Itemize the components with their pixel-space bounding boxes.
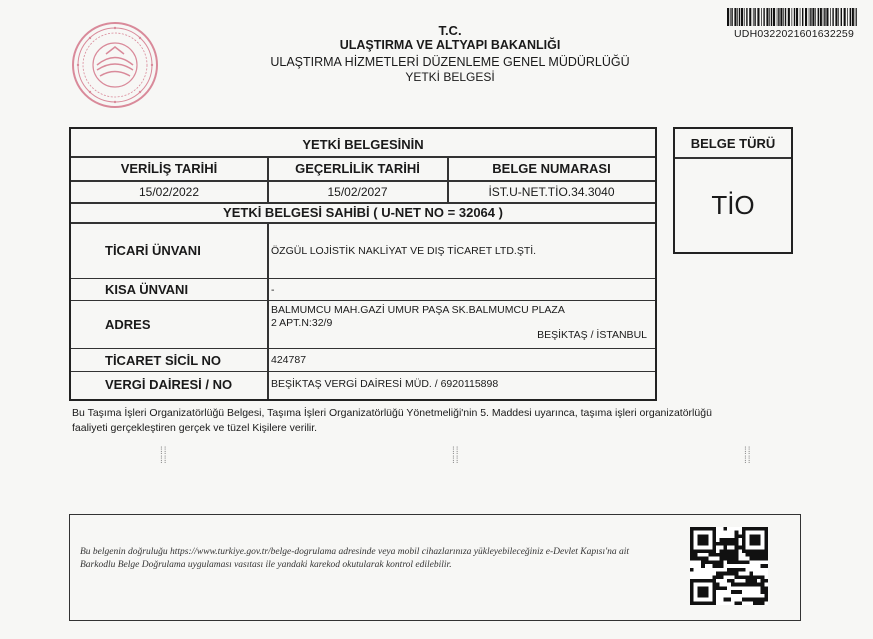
header-document-title: YETKİ BELGESİ [405,70,495,84]
tax-value: BEŞİKTAŞ VERGİ DAİRESİ MÜD. / 6920115898 [271,378,499,390]
type-value: TİO [711,189,755,220]
scan-dots: ⁞⁞ ⁞⁞ [452,446,460,466]
type-label: BELGE TÜRÜ [690,136,776,151]
registry-value: 424787 [271,354,307,366]
address-label: ADRES [105,317,151,332]
address-line-2: 2 APT.N:32/9 [271,317,333,329]
col-validity-header: GEÇERLİLİK TARİHİ [295,161,420,176]
certificate-number: İST.U-NET.TİO.34.3040 [488,184,615,199]
col-issue-date-header: VERİLİŞ TARİHİ [120,161,218,176]
header-tc: T.C. [438,23,462,38]
registry-label: TİCARET SİCİL NO [105,352,222,368]
description-text: Bu Taşıma İşleri Organizatörlüğü Belgesi, Taşıma İşleri Organizatörlüğü Yönetmeliği'nin 5. Maddesi uyarınca, taşıma işleri organizatörlüğü faaliyeti gerçekleştiren gerçek ve tüzel Kişilere verilir. [72,407,712,434]
header-department: ULAŞTIRMA HİZMETLERİ DÜZENLEME GENEL MÜDÜRLÜĞÜ [270,55,630,69]
address-district: BEŞİKTAŞ / İSTANBUL [537,329,647,341]
tax-label: VERGİ DAİRESİ / NO [105,376,233,392]
certificate-table [69,127,657,401]
validity-date: 15/02/2027 [327,184,388,199]
header-ministry: ULAŞTIRMA VE ALTYAPI BAKANLIĞI [339,38,561,52]
scan-dots: ⁞⁞ ⁞⁞ [160,446,168,466]
barcode-icon [727,8,857,26]
barcode-number: UDH0322021601632259 [734,28,854,40]
address-line-1: BALMUMCU MAH.GAZİ UMUR PAŞA SK.BALMUMCU PLAZA [271,304,565,316]
trade-name-value: ÖZGÜL LOJİSTİK NAKLİYAT VE DIŞ TİCARET LTD.ŞTİ. [271,244,537,257]
issue-date: 15/02/2022 [138,184,200,199]
verification-text: Bu belgenin doğruluğu https://www.turkiye.gov.tr/belge-dogrulama adresinde veya mobil cihazlarınıza yükleyebileceğiniz e-Devlet Kapısı'na ait Barkodlu Belge Doğrulama uygulaması vasıtası ile yandaki karekod okutularak kontrol edilebilir. [80,547,630,570]
ministry-seal [70,20,160,110]
holder-title: YETKİ BELGESİ SAHİBİ ( U-NET NO = 32064 ) [223,205,503,220]
col-number-header: BELGE NUMARASI [492,161,611,176]
certificate-type-box [673,127,793,254]
trade-name-label: TİCARİ ÜNVANI [105,243,201,258]
table-title: YETKİ BELGESİNİN [302,136,424,152]
scan-dots: ⁞⁞ ⁞⁞ [744,446,752,466]
qr-code-icon[interactable] [690,527,768,605]
short-name-value: - [271,283,275,296]
short-name-label: KISA ÜNVANI [105,282,189,297]
